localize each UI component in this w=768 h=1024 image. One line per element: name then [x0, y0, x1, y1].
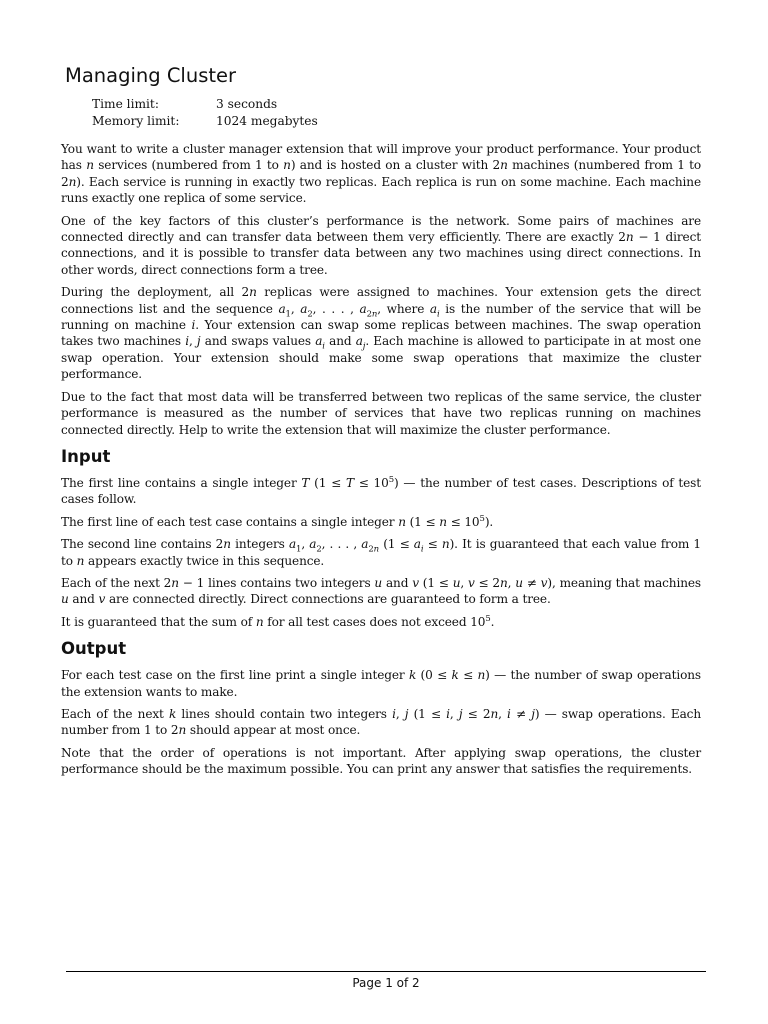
- problem-title: Managing Cluster: [65, 64, 237, 87]
- statement-paragraph: During the deployment, all 2n replicas were assigned to machines. Your extension gets the direct connections list and the sequence $a_1$, $a_2$, . . . , $a_{2n}$, where $a_i$ is the number of the service that will be running on machine i. Your extension can swap some replicas between machines. The swap operation takes two machines i, j and swaps values $a_i$ and $a_j$. Each machine is allowed to participate in at most one swap operation. Your extension should make some swap operations that maximize the cluster performance.: [61, 285, 702, 382]
- input-paragraph: The first line contains a single integer T $(1 \le T \le 10^5)$ — the number of test cases. Descriptions of test cases follow.: [61, 474, 701, 507]
- input-paragraph: It is guaranteed that the sum of n for all test cases does not exceed $10^5$.: [61, 613, 495, 629]
- memory-limit-row: [92, 113, 701, 130]
- input-paragraph: The second line contains 2n integers $a_1$, $a_2$, . . . , $a_{2n}$ $(1 \le a_i \le n)$. It is guaranteed that each value from 1 to n appears exactly twice in this sequence.: [61, 537, 701, 568]
- output-paragraph: For each test case on the first line print a single integer k (0 ≤ k ≤ n) — the number of swap operations the extension wants to make.: [61, 668, 701, 699]
- limits-table: [92, 96, 701, 130]
- input-heading: Input: [61, 446, 111, 466]
- output-heading: Output: [61, 639, 127, 659]
- memory-limit-value: 1024 megabytes: [216, 114, 318, 128]
- statement-paragraph: One of the key factors of this cluster’s performance is the network. Some pairs of machines are connected directly and can transfer data between them very efficiently. There are exactly 2n − 1 direct connections, and it is possible to transfer data between any two machines using direct connections. In other words, direct connections form a tree.: [61, 213, 701, 277]
- footer-divider: [66, 971, 706, 972]
- time-limit-label: Time limit:: [92, 97, 159, 111]
- output-paragraph: Note that the order of operations is not important. After applying swap operations, the cluster performance should be the maximum possible. You can print any answer that satisfies the requirements.: [61, 745, 701, 777]
- input-paragraph: The first line of each test case contains a single integer n $(1 \le n \le 10^5)$.: [61, 513, 494, 529]
- input-paragraph: Each of the next 2n − 1 lines contains two integers u and v (1 ≤ u, v ≤ 2n, u ≠ v), meaning that machines u and v are connected directly. Direct connections are guaranteed to form a tree.: [61, 575, 702, 607]
- output-paragraph: Each of the next k lines should contain two integers i, j (1 ≤ i, j ≤ 2n, i ≠ j) — swap operations. Each number from 1 to 2n should appear at most once.: [61, 706, 702, 738]
- time-limit-row: [92, 96, 701, 113]
- page-number: Page 1 of 2: [352, 976, 420, 990]
- statement-paragraph: Due to the fact that most data will be transferred between two replicas of the same service, the cluster performance is measured as the number of services that have two replicas running on machines connected directly. Help to write the extension that will maximize the cluster performance.: [61, 389, 701, 437]
- memory-limit-label: Memory limit:: [92, 114, 180, 128]
- statement-paragraph: You want to write a cluster manager extension that will improve your product performance. Your product has n services (numbered from 1 to n) and is hosted on a cluster with 2n machines (numbered from 1 to 2n). Each service is running in exactly two replicas. Each replica is run on some machine. Each machine runs exactly one replica of some service.: [61, 142, 702, 206]
- time-limit-value: 3 seconds: [216, 97, 278, 111]
- problem-page: [61, 62, 701, 784]
